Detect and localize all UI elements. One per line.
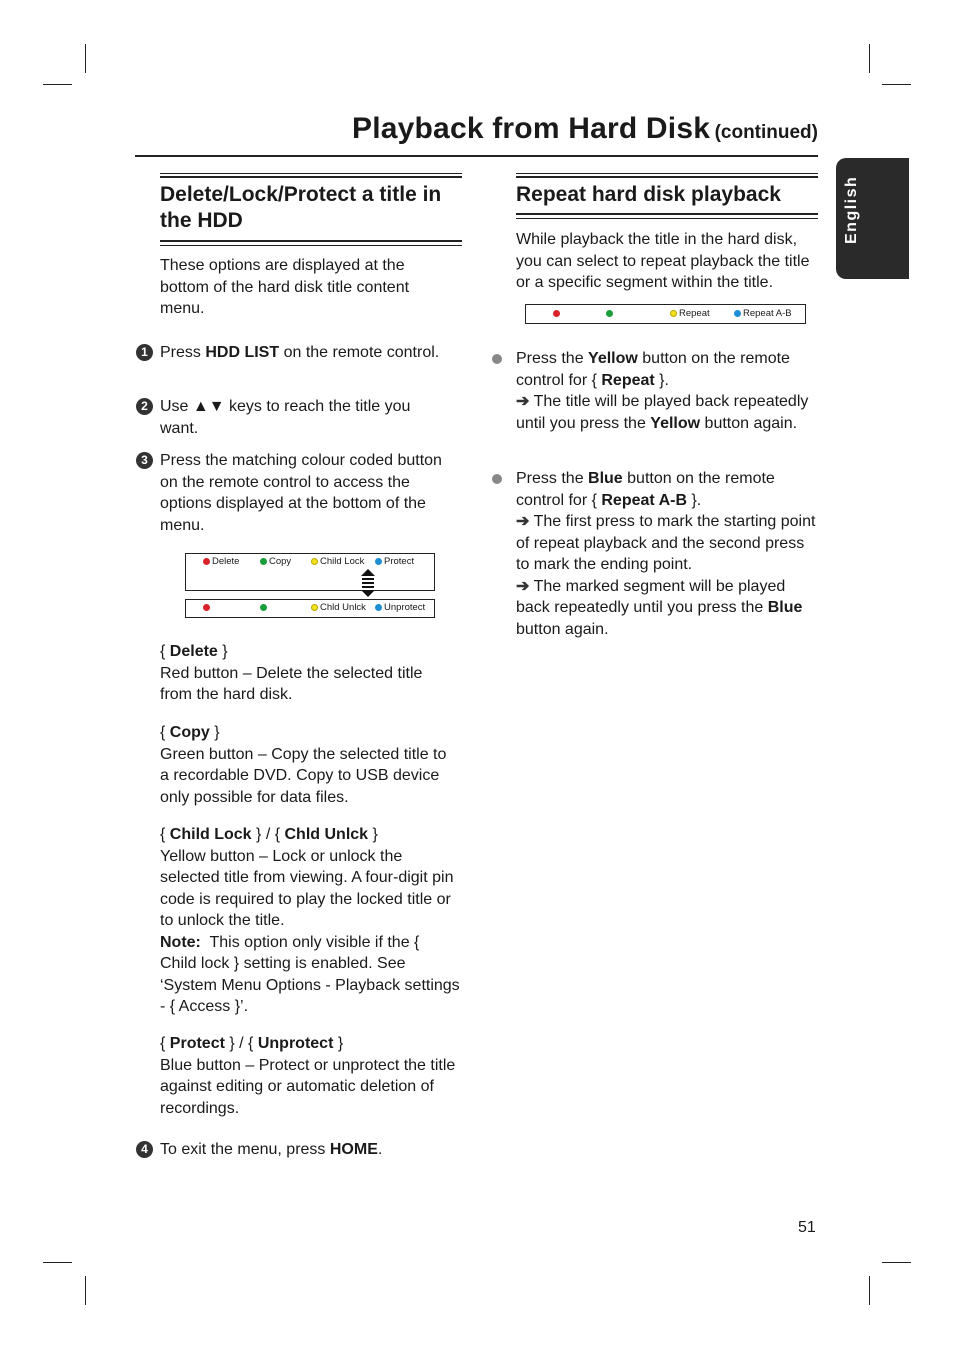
title-rule (135, 155, 818, 157)
crop-mark (85, 1276, 86, 1305)
result-arrow-icon: ➔ (516, 393, 530, 410)
step-3-text: Press the matching colour coded button on the remote control to access the options displayed at the bottom of the menu. (160, 452, 442, 534)
options-menu-panel-alt (185, 599, 435, 618)
option-lock-text: Yellow button – Lock or unlock the selected title from viewing. A four-digit pin code is required to play the locked title or to unlock the title. (160, 847, 454, 929)
heading-rule-bottom-thick (516, 213, 818, 215)
option-delete (203, 556, 239, 568)
bullet-2-mid: button on the remote control for { (516, 470, 775, 509)
bullet-2-result-2-bold: Blue (767, 599, 803, 616)
red-button-icon (203, 604, 210, 611)
repeat-instruction (516, 348, 820, 434)
step-1-text (160, 342, 450, 364)
bullet-1-color: Yellow (588, 350, 638, 367)
option-green (606, 308, 615, 320)
option-copy (260, 556, 291, 568)
option-protect-text: Blue button – Protect or unprotect the title against editing or automatic deletion of recordings. (160, 1056, 456, 1117)
section-heading-repeat: Repeat hard disk playback (516, 183, 781, 206)
option-delete-text: Red button – Delete the selected title from the hard disk. (160, 664, 423, 703)
step-4-pre: To exit the menu, press (160, 1141, 330, 1158)
bullet-1-pre: Press the (516, 350, 589, 367)
left-intro: These options are displayed at the bottom of the hard disk title content menu. (160, 257, 410, 317)
section-heading-delete-lock: Delete/Lock/Protect a title in the HDD (160, 183, 442, 232)
option-repeat-ab-label: Repeat A-B (743, 308, 792, 319)
option-lock-desc: { Child Lock } / { Chld Unlck } Yellow button – Lock or unlock the selected title from viewing. A four-digit pin code is required to play the locked title or to unlock the title. Note: This option only visible if the { Child lock } setting is enabled. See ‘System Menu Options - Playback settings - { Access }’. (160, 826, 460, 1015)
options-menu-panel (185, 553, 435, 591)
green-button-icon (606, 310, 613, 317)
option-protect-desc: { Protect } / { Unprotect } Blue button – Protect or unprotect the title against editing or automatic deletion of recordings. (160, 1035, 456, 1117)
heading-rule-top-thick (160, 176, 462, 178)
bullet-1-mid: button on the remote control for { (516, 350, 790, 389)
bullet-2-pre: Press the (516, 470, 589, 487)
option-unprotect-label: Unprotect (384, 602, 426, 613)
bullet-1-result-post: button again. (700, 414, 798, 432)
step-number: 4 (136, 1141, 153, 1158)
heading-rule-top (516, 173, 818, 174)
step-1-key: HDD LIST (205, 344, 280, 361)
repeat-ab-instruction (516, 468, 820, 640)
option-protect-name: Protect (169, 1035, 225, 1052)
language-tab-label: English (843, 175, 860, 244)
option-red (203, 602, 212, 614)
page-title (135, 112, 818, 146)
crop-mark (43, 84, 72, 85)
option-repeat-ab (734, 308, 792, 320)
option-copy-name: Copy (169, 724, 210, 741)
option-copy-label: Copy (269, 556, 292, 567)
heading-rule-bottom (160, 245, 462, 246)
crop-mark (43, 1262, 72, 1263)
heading-rule-top-thick (516, 176, 818, 178)
note-text: This option only visible if the { Child lock } setting is enabled. See ‘System Menu Options - Playback settings - { Access }’. (160, 933, 460, 1015)
step-number: 1 (136, 344, 153, 361)
blue-button-icon (734, 310, 741, 317)
step-number: 2 (136, 398, 153, 415)
bullet-1-option: Repeat (601, 371, 655, 389)
bullet-1-result-bold: Yellow (650, 414, 701, 432)
bullet-2-result-1: The first press to mark the starting point of repeat playback and the second press to mark the ending point. (516, 513, 816, 573)
heading-rule-top (160, 173, 462, 174)
option-protect (375, 556, 414, 568)
step-4-text (160, 1139, 450, 1161)
step-4-post: . (377, 1141, 383, 1158)
option-repeat-label: Repeat (679, 308, 710, 319)
heading-rule-bottom (516, 218, 818, 219)
step-number: 3 (136, 452, 153, 469)
option-protect-label: Protect (384, 556, 415, 567)
option-delete-label: Delete (212, 556, 240, 567)
option-copy-text: Green button – Copy the selected title to a recordable DVD. Copy to USB device only possible for data files. (160, 745, 447, 806)
option-child-lock (311, 556, 364, 568)
crop-mark (869, 1276, 870, 1305)
red-button-icon (553, 310, 560, 317)
crop-mark (869, 44, 870, 73)
option-repeat (670, 308, 710, 320)
bullet-2-result-2-post: button again. (516, 620, 609, 638)
option-copy-desc: { Copy } Green button – Copy the selected title to a recordable DVD. Copy to USB device only possible for data files. (160, 724, 447, 806)
step-1-post: on the remote control. (279, 344, 440, 361)
bullet-2-color: Blue (588, 470, 623, 487)
result-arrow-icon: ➔ (516, 513, 530, 530)
option-lock-name: Child Lock (169, 826, 252, 843)
bullet-icon (492, 474, 502, 484)
green-button-icon (260, 604, 267, 611)
toggle-arrows-icon (360, 568, 376, 598)
option-unprotect (375, 602, 425, 614)
option-green (260, 602, 269, 614)
yellow-button-icon (670, 310, 677, 317)
option-chld-unlck-label: Chld Unlck (320, 602, 366, 613)
step-4-key: HOME (329, 1141, 378, 1158)
option-red (553, 308, 562, 320)
crop-mark (882, 84, 911, 85)
option-chld-unlck (311, 602, 366, 614)
page-title-continued: (continued) (714, 122, 818, 143)
option-unprotect-name: Unprotect (257, 1035, 334, 1052)
bullet-1-result-pre: The title will be played back repeatedly until you press the (516, 393, 809, 432)
repeat-menu-panel (525, 304, 806, 324)
option-child-lock-label: Child Lock (320, 556, 365, 567)
page-title-main: Playback from Hard Disk (352, 112, 711, 145)
crop-mark (85, 44, 86, 73)
note-label: Note: (160, 933, 201, 951)
step-2-text: Use ▲▼ keys to reach the title you want. (160, 398, 411, 437)
yellow-button-icon (311, 558, 318, 565)
crop-mark (882, 1262, 911, 1263)
result-arrow-icon: ➔ (516, 577, 530, 595)
blue-button-icon (375, 604, 382, 611)
bullet-2-result-2-pre: The marked segment will be played back repeatedly until you press the (516, 577, 786, 616)
bullet-1-post: }. (654, 371, 669, 389)
blue-button-icon (375, 558, 382, 565)
bullet-2-post: }. (687, 491, 702, 509)
option-delete-desc: { Delete } Red button – Delete the selected title from the hard disk. (160, 643, 423, 703)
red-button-icon (203, 558, 210, 565)
option-unlock-name: Chld Unlck (284, 826, 369, 843)
bullet-icon (492, 354, 502, 364)
heading-rule-bottom-thick (160, 240, 462, 242)
green-button-icon (260, 558, 267, 565)
option-delete-name: Delete (169, 643, 218, 660)
yellow-button-icon (311, 604, 318, 611)
step-1-pre: Press (160, 344, 206, 361)
page-number: 51 (798, 1219, 816, 1236)
bullet-2-option: Repeat A-B (601, 491, 688, 509)
right-intro: While playback the title in the hard disk, you can select to repeat playback the title or a specific segment within the title. (516, 231, 810, 291)
